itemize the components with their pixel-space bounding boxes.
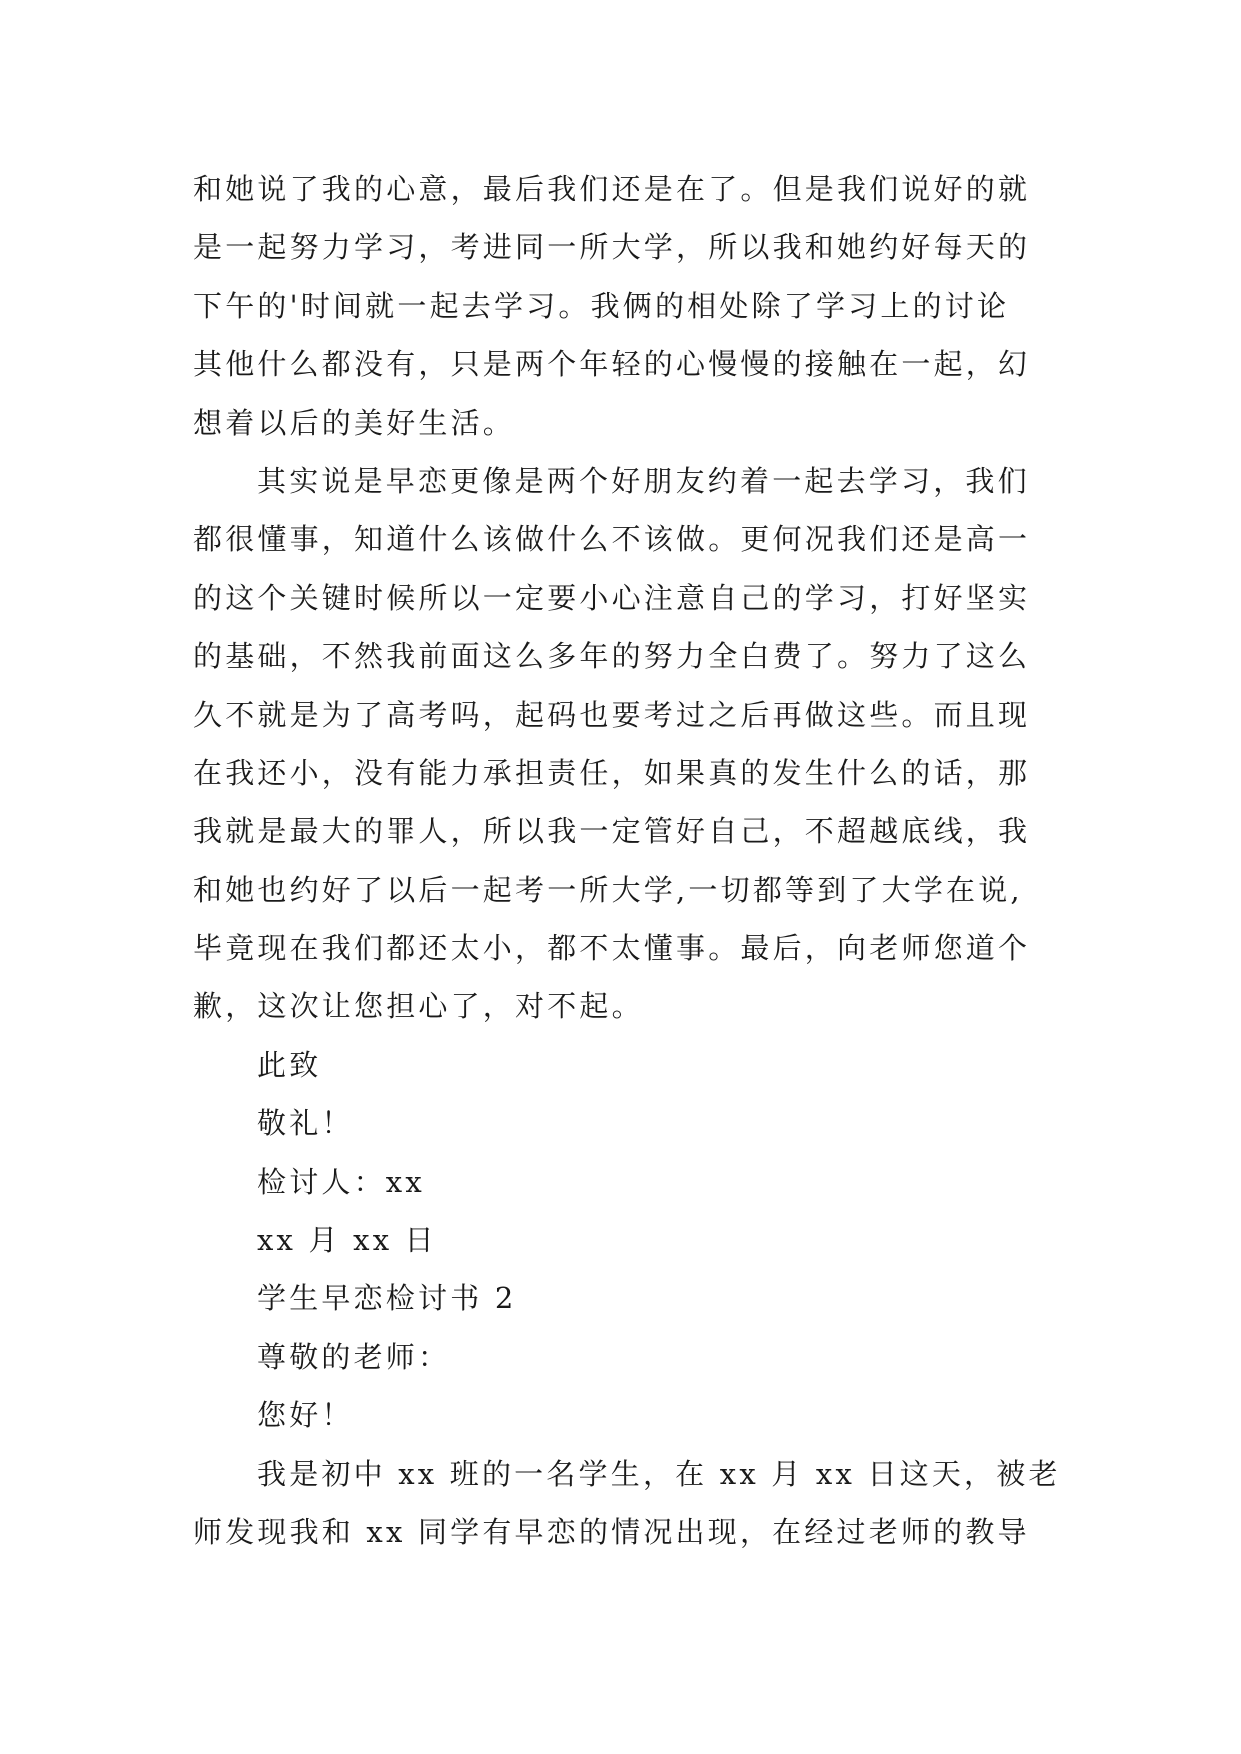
greeting-hello: 您好！ [257,1398,354,1433]
body-line: 想着以后的美好生活。 [193,405,516,440]
body-line: 是一起努力学习，考进同一所大学，所以我和她约好每天的 [193,230,1031,265]
body-line: 久不就是为了高考吗，起码也要考过之后再做这些。而且现 [193,697,1031,732]
body-line: 的基础，不然我前面这么多年的努力全白费了。努力了这么 [193,639,1031,674]
body-line: 下午的'时间就一起去学习。我俩的相处除了学习上的讨论 [193,288,1010,323]
signature-line: 检讨人：xx [257,1164,425,1199]
body-line: 和她也约好了以后一起考一所大学,一切都等到了大学在说, [193,872,1023,907]
paragraph-first-line: 其实说是早恋更像是两个好朋友约着一起去学习，我们 [257,463,1030,498]
closing-salutation: 此致 [257,1047,322,1082]
body-line: 都很懂事，知道什么该做什么不该做。更何况我们还是高一 [193,522,1031,557]
document-body [193,160,1061,1561]
body-line: 我就是最大的罪人，所以我一定管好自己，不超越底线，我 [193,814,1031,849]
paragraph-first-line: 我是初中 xx 班的一名学生，在 xx 月 xx 日这天，被老 [257,1456,1061,1491]
body-line: 和她说了我的心意，最后我们还是在了。但是我们说好的就 [193,172,1031,206]
body-line: 歉，这次让您担心了，对不起。 [193,989,644,1024]
body-line: 在我还小，没有能力承担责任，如果真的发生什么的话，那 [193,755,1031,790]
body-line: 毕竟现在我们都还太小，都不太懂事。最后，向老师您道个 [193,931,1031,966]
section-title: 学生早恋检讨书 2 [257,1281,517,1316]
body-line: 的这个关键时候所以一定要小心注意自己的学习，打好坚实 [193,580,1031,615]
date-line: xx 月 xx 日 [257,1223,437,1258]
body-line: 师发现我和 xx 同学有早恋的情况出现，在经过老师的教导 [193,1514,1030,1549]
greeting-line: 尊敬的老师： [257,1339,451,1374]
body-line: 其他什么都没有，只是两个年轻的心慢慢的接触在一起，幻 [193,347,1031,382]
closing-regards: 敬礼！ [257,1106,354,1141]
